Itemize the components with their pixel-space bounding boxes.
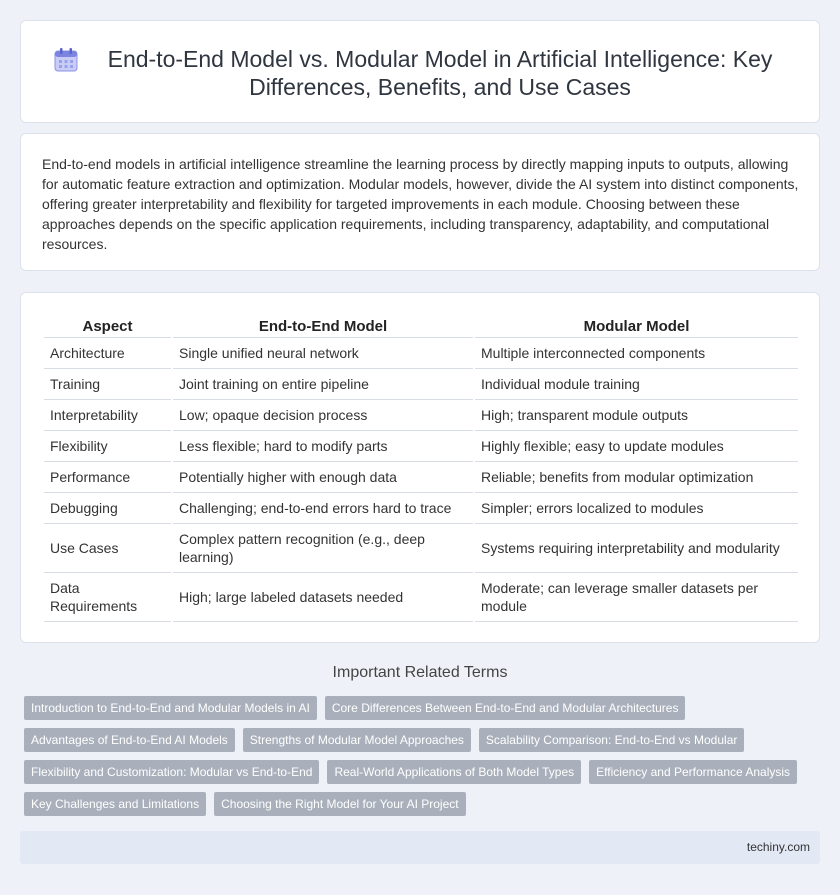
end-to-end-cell: Less flexible; hard to modify parts [173,431,473,462]
title-card [20,20,820,123]
tag-row [24,792,814,816]
tag-row [24,696,814,720]
modular-cell: Systems requiring interpretability and modularity [475,524,798,573]
related-terms-title: Important Related Terms [332,664,508,681]
modular-cell: Simpler; errors localized to modules [475,493,798,524]
tag-row [24,760,814,784]
table-row [44,369,798,400]
end-to-end-cell: Joint training on entire pipeline [173,369,473,400]
aspect-cell: Interpretability [44,400,171,431]
related-term-tag[interactable]: Introduction to End-to-End and Modular Models in AI [24,696,317,720]
end-to-end-cell: Potentially higher with enough data [173,462,473,493]
table-row [44,573,798,622]
modular-cell: Multiple interconnected components [475,338,798,369]
related-term-tag[interactable]: Strengths of Modular Model Approaches [243,728,471,752]
aspect-cell: Training [44,369,171,400]
modular-cell: Reliable; benefits from modular optimization [475,462,798,493]
table-row [44,462,798,493]
table-row [44,431,798,462]
related-terms-list [24,696,814,824]
footer-bar [20,831,820,864]
related-term-tag[interactable]: Real-World Applications of Both Model Types [327,760,581,784]
table-row [44,338,798,369]
header-aspect: Aspect [44,316,171,338]
table-header-row [44,316,798,338]
end-to-end-cell: Low; opaque decision process [173,400,473,431]
tag-row [24,728,814,752]
header-modular: Modular Model [475,316,798,338]
intro-card [20,133,820,271]
related-term-tag[interactable]: Key Challenges and Limitations [24,792,206,816]
table-row [44,400,798,431]
aspect-cell: Data Requirements [44,573,171,622]
site-name[interactable]: techiny.com [746,840,810,854]
aspect-cell: Debugging [44,493,171,524]
intro-paragraph: End-to-end models in artificial intelligence streamline the learning process by directly mapping inputs to outputs, allowing for automatic feature extraction and optimization. Modular models, however, divide the AI system into distinct components, offering greater interpretability and flexibility for targeted improvements in each module. Choosing between these approaches depends on the specific application requirements, including transparency, adaptability, and computational resources. [42,156,799,252]
aspect-cell: Architecture [44,338,171,369]
aspect-cell: Use Cases [44,524,171,573]
comparison-card [20,292,820,643]
modular-cell: Individual module training [475,369,798,400]
aspect-cell: Performance [44,462,171,493]
table-row [44,524,798,573]
end-to-end-cell: Complex pattern recognition (e.g., deep learning) [173,524,473,573]
related-term-tag[interactable]: Choosing the Right Model for Your AI Project [214,792,465,816]
modular-cell: Moderate; can leverage smaller datasets per module [475,573,798,622]
end-to-end-cell: Challenging; end-to-end errors hard to trace [173,493,473,524]
end-to-end-cell: Single unified neural network [173,338,473,369]
page-title: End-to-End Model vs. Modular Model in Artificial Intelligence: Key Differences, Benefits, and Use Cases [107,46,773,100]
related-term-tag[interactable]: Core Differences Between End-to-End and Modular Architectures [325,696,686,720]
header-end-to-end: End-to-End Model [173,316,473,338]
modular-cell: Highly flexible; easy to update modules [475,431,798,462]
aspect-cell: Flexibility [44,431,171,462]
table-row [44,493,798,524]
related-term-tag[interactable]: Scalability Comparison: End-to-End vs Modular [479,728,744,752]
end-to-end-cell: High; large labeled datasets needed [173,573,473,622]
related-term-tag[interactable]: Advantages of End-to-End AI Models [24,728,235,752]
modular-cell: High; transparent module outputs [475,400,798,431]
related-term-tag[interactable]: Flexibility and Customization: Modular vs End-to-End [24,760,319,784]
comparison-table [42,316,800,622]
related-term-tag[interactable]: Efficiency and Performance Analysis [589,760,797,784]
